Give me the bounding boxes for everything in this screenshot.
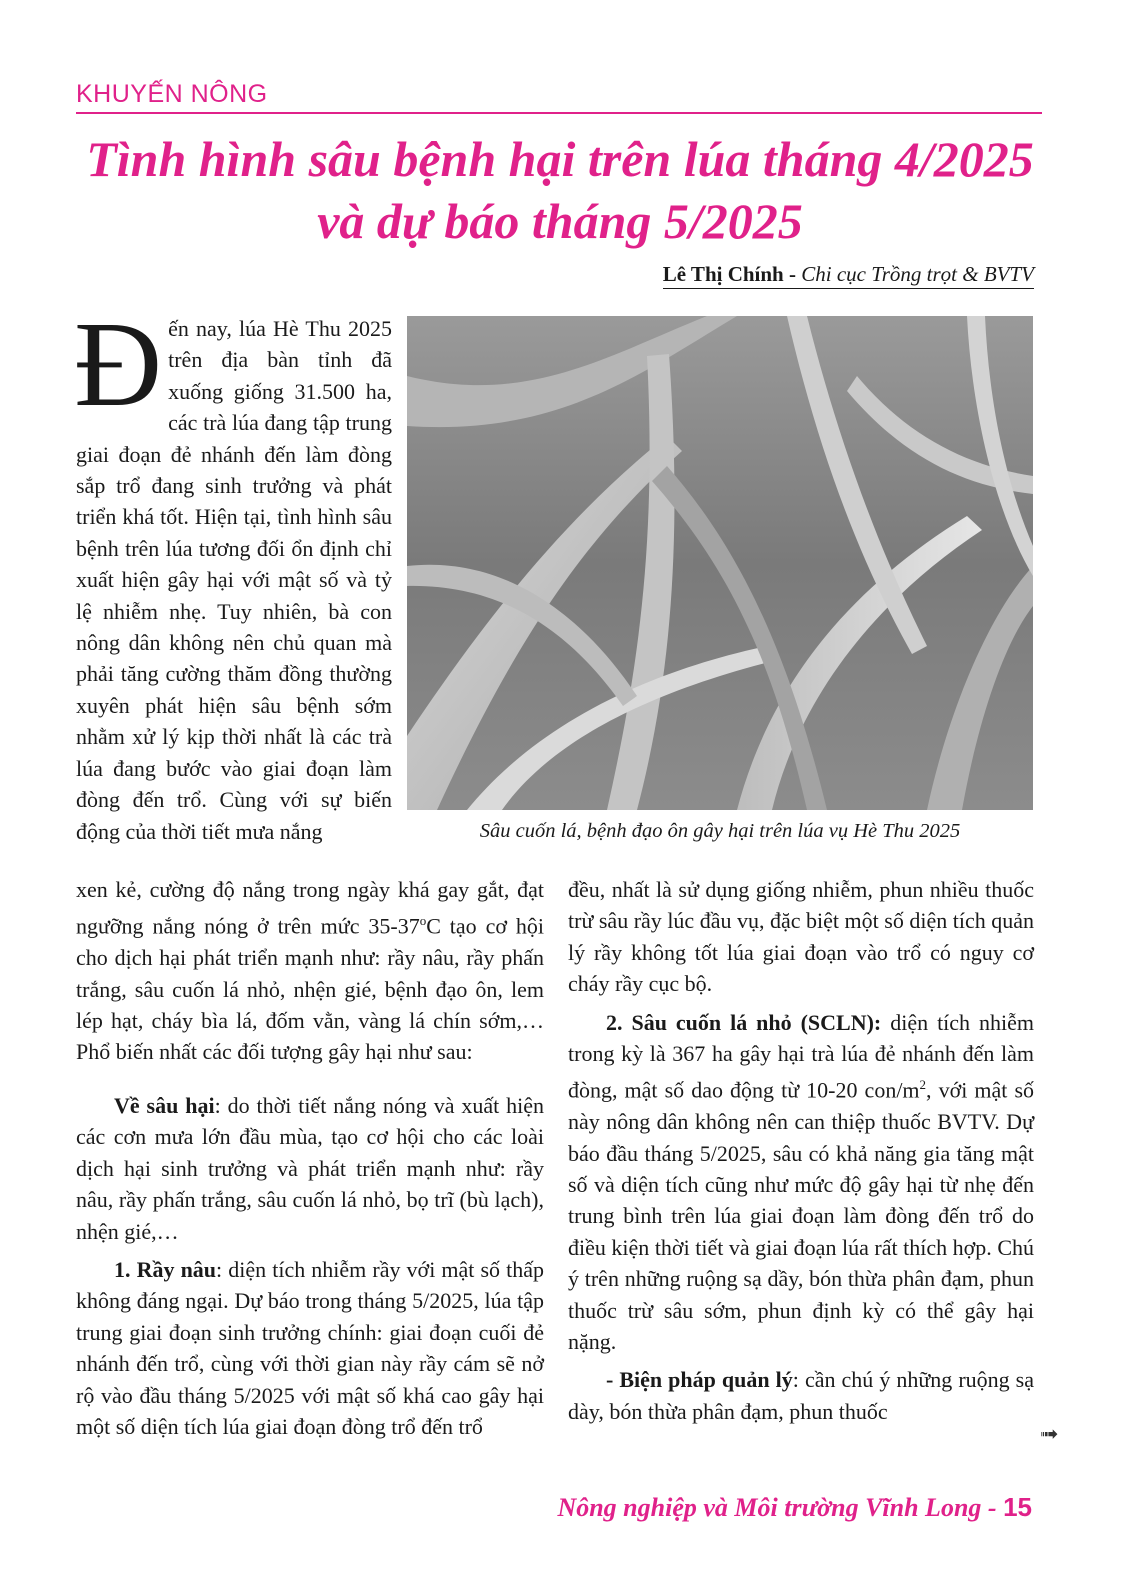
pest-text: : do thời tiết nắng nóng và xuất hiện các cơn mưa lớn đầu mùa, tạo cơ hội cho các loài dịch hại sinh trưởng và phát triển mạnh như: rầy nâu, rầy phấn trắng, sâu cuốn lá nhỏ, bọ trĩ (bù lạch), nhện gié,… xyxy=(76,1093,545,1244)
intro-text-part2a: xen kẻ, cường độ nắng trong ngày khá gay gắt, đạt ngưỡng nắng nóng ở trên mức 35-37 xyxy=(76,877,544,939)
intro-paragraph-bottom xyxy=(76,874,544,1075)
intro-paragraph-top xyxy=(74,297,392,854)
author-organization: Chi cục Trồng trọt & BVTV xyxy=(801,262,1034,286)
author-name: Lê Thị Chính - xyxy=(662,262,796,286)
item1-text: : diện tích nhiễm rầy với mật số thấp không đáng ngại. Dự báo trong tháng 5/2025, lúa tập trung giai đoạn sinh trưởng chính: giai đoạn cuối đẻ nhánh đến trổ, cùng với thời gian này rầy cám sẽ nở rộ vào đầu tháng 5/2025 với mật số khá cao gây hại một số diện tích lúa giai đoạn đòng trổ đến trổ xyxy=(76,1257,545,1440)
degree-superscript: o xyxy=(419,913,427,929)
drop-cap: Đ xyxy=(74,297,163,432)
intro-text-part2b: C tạo cơ hội cho dịch hại phát triển mạnh như: rầy nâu, rầy phấn trắng, sâu cuốn lá nhỏ, nhện gié, bệnh đạo ôn, lem lép hạt, cháy bìa lá, đốm vằn, vàng lá chín sớm,… Phổ biến nhất các đối tượng gây hại như sau: xyxy=(76,913,544,1065)
left-column xyxy=(76,1090,544,1449)
item2-text-b: , với mật số này nông dân không nên can thiệp thuốc BVTV. Dự báo đầu tháng 5/2025, sâu có khả năng gia tăng mật số và diện tích cũng như mức độ gây hại từ nhẹ đến trung bình trên lúa giai đoạn làm đòng đến trổ do điều kiện thời tiết và giai đoạn lúa rất thích hợp. Chú ý trên những ruộng sạ dầy, bón thừa phân đạm, phun thuốc trừ sâu sớm, phun định kỳ có thể gây hại nặng. xyxy=(568,1077,1035,1355)
intro-text-part1: ến nay, lúa Hè Thu 2025 trên địa bàn tỉnh đã xuống giống 31.500 ha, các trà lúa đang tập trung giai đoạn đẻ nhánh đến làm đòng sắp trổ đang sinh trưởng và phát triển khá tốt. Hiện tại, tình hình sâu bệnh trên lúa tương đối ổn định chỉ xuất hiện gây hại với mật số và tỷ lệ nhiễm nhẹ. Tuy nhiên, bà con nông dân không nên chủ quan mà phải tăng cường thăm đồng thường xuyên phát hiện sâu bệnh sớm nhằm xử lý kịp thời nhất là các trà lúa đang bước vào giai đoạn làm đòng đến trổ. Cùng với sự biến động của thời tiết mưa nắng xyxy=(76,316,392,844)
item2-text-a: diện tích nhiễm trong kỳ là 367 ha gây hại trà lúa đẻ nhánh đến làm đòng, mật số dao động từ 10-20 con/m xyxy=(568,1009,1035,1103)
section-label: KHUYẾN NÔNG xyxy=(76,80,268,108)
magazine-name: Nông nghiệp và Môi trường Vĩnh Long xyxy=(557,1493,982,1522)
page-number: 15 xyxy=(1003,1492,1032,1522)
title-line-2: và dự báo tháng 5/2025 xyxy=(317,193,803,249)
article-title xyxy=(60,128,1060,252)
rice-leaf-photo xyxy=(407,316,1033,810)
continuation-text: đều, nhất là sử dụng giống nhiễm, phun nhiều thuốc trừ sâu rầy lúc đầu vụ, đặc biệt một số diện tích quản lý rầy không tốt lúa giai đoạn vào trổ có nguy cơ cháy rầy cục bộ. xyxy=(568,877,1034,997)
measure-heading: - Biện pháp quản lý xyxy=(606,1367,793,1393)
page-footer xyxy=(557,1492,1032,1523)
measure-text: : cần chú ý những ruộng sạ dày, bón thừa phân đạm, phun thuốc xyxy=(568,1367,1035,1424)
squared-superscript: 2 xyxy=(919,1077,927,1093)
footer-separator: - xyxy=(981,1493,1004,1522)
arrow-right-icon: ➟ xyxy=(1040,1422,1059,1447)
item2-heading: 2. Sâu cuốn lá nhỏ (SCLN): xyxy=(606,1009,882,1035)
pest-heading: Về sâu hại xyxy=(114,1093,215,1118)
byline xyxy=(663,262,1034,289)
right-column xyxy=(568,874,1034,1434)
photo-caption: Sâu cuốn lá, bệnh đạo ôn gây hại trên lúa vụ Hè Thu 2025 xyxy=(479,820,961,842)
section-divider xyxy=(76,112,1042,114)
item1-heading: 1. Rầy nâu xyxy=(114,1257,217,1283)
title-line-1: Tình hình sâu bệnh hại trên lúa tháng 4/2025 xyxy=(86,131,1034,187)
